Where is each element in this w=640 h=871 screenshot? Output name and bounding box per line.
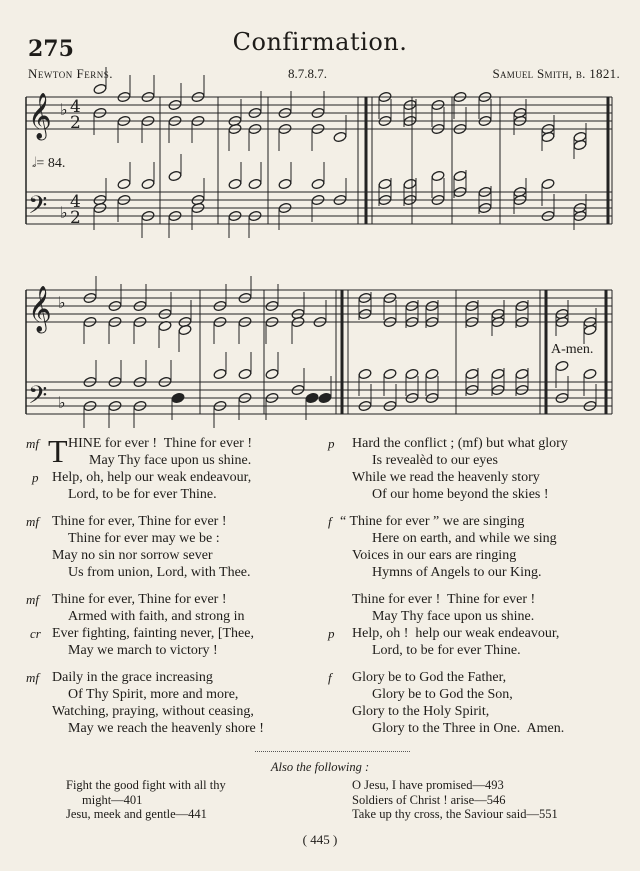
dynamic-mark: f — [328, 514, 332, 529]
verse-line: Voices in our ears are ringing — [352, 548, 517, 563]
flat-sign-icon: ♭ — [58, 293, 66, 312]
note-head — [238, 368, 252, 380]
half-note-icon: 𝅗𝅥 — [32, 156, 37, 171]
dynamic-mark: p — [328, 436, 335, 451]
verse-line: May we reach the heavenly shore ! — [68, 721, 264, 736]
verse-line: Glory be to God the Father, — [352, 670, 507, 685]
note-head — [278, 178, 292, 190]
flat-sign-icon: ♭ — [60, 203, 68, 222]
dynamic-mark: mf — [26, 514, 39, 529]
note-head — [358, 368, 372, 380]
note-head — [311, 178, 325, 190]
time-sig-bottom: 2 — [70, 208, 81, 228]
note-head — [117, 178, 131, 190]
verse-line: Is revealèd to our eyes — [372, 453, 498, 468]
note-head — [515, 368, 529, 380]
dynamic-mark: f — [328, 670, 332, 685]
note-head — [541, 178, 555, 190]
verse-line: Lord, to be for ever Thine. — [372, 643, 521, 658]
amen-label: A-men. — [551, 342, 594, 357]
verse-line: Thine for ever may we be : — [68, 531, 220, 546]
note-head — [425, 368, 439, 380]
verse-line: Here on earth, and while we sing — [372, 531, 557, 546]
verse-line: Glory to the Holy Spirit, — [352, 704, 490, 719]
verse-line: Hard the conflict ; (mf) but what glory — [352, 436, 568, 451]
note-head — [213, 368, 227, 380]
tempo-mark — [32, 156, 65, 172]
verse-line: Watching, praying, without ceasing, — [52, 704, 254, 719]
verse-line: Help, oh, help our weak endeavour, — [52, 470, 252, 485]
dynamic-mark: mf — [26, 436, 39, 451]
also-item: Fight the good fight with all thy — [66, 778, 226, 792]
note-head — [171, 392, 185, 404]
tempo-value: = 84. — [36, 156, 66, 171]
note-head — [168, 170, 182, 182]
also-item: Soldiers of Christ ! arise—546 — [352, 793, 506, 807]
note-head — [265, 368, 279, 380]
note-head — [378, 178, 392, 190]
note-head — [465, 368, 479, 380]
verse-line: May Thy face upon us shine. — [372, 609, 535, 624]
treble-clef-icon: 𝄞 — [28, 286, 52, 332]
verse-line: HINE for ever ! Thine for ever ! — [68, 436, 252, 451]
verse-line: Thine for ever, Thine for ever ! — [52, 592, 227, 607]
music-notation — [0, 0, 640, 430]
composer: Samuel Smith, b. 1821. — [492, 66, 620, 81]
also-item: might—401 — [82, 793, 143, 807]
also-heading: Also the following : — [270, 760, 370, 774]
bass-clef-icon: 𝄢 — [28, 381, 48, 416]
time-sig-top: 4 — [70, 97, 81, 117]
time-sig-bottom: 2 — [70, 113, 81, 133]
verse-line: Thine for ever ! Thine for ever ! — [352, 592, 536, 607]
note-head — [431, 170, 445, 182]
verse-line: Glory to the Three in One. Amen. — [372, 721, 565, 736]
note-head — [318, 392, 332, 404]
verse-line: “ Thine for ever ” we are singing — [340, 514, 525, 529]
verse-line: Daily in the grace increasing — [52, 670, 213, 685]
flat-sign-icon: ♭ — [60, 100, 68, 119]
bass-clef-icon: 𝄢 — [28, 191, 48, 226]
dynamic-mark: p — [328, 626, 335, 641]
dynamic-mark: mf — [26, 592, 39, 607]
verse-line: May no sin nor sorrow sever — [52, 548, 213, 563]
also-item: O Jesu, I have promised—493 — [352, 778, 504, 792]
verse-line: Us from union, Lord, with Thee. — [68, 565, 251, 580]
note-head — [305, 392, 319, 404]
note-head — [583, 368, 597, 380]
divider — [255, 751, 410, 752]
time-sig-top: 4 — [70, 192, 81, 212]
note-head — [248, 178, 262, 190]
treble-clef-icon: 𝄞 — [28, 93, 52, 139]
note-head — [403, 178, 417, 190]
verse-line: Glory be to God the Son, — [372, 687, 513, 702]
tune-name: Newton Ferns. — [28, 66, 113, 81]
verse-line: Of Thy Spirit, more and more, — [68, 687, 239, 702]
verse-line: Help, oh ! help our weak endeavour, — [352, 626, 560, 641]
flat-sign-icon: ♭ — [58, 393, 66, 412]
verse-line: Of our home beyond the skies ! — [372, 487, 549, 502]
also-item: Jesu, meek and gentle—441 — [66, 807, 207, 821]
dynamic-mark: cr — [30, 626, 41, 641]
note-head — [555, 360, 569, 372]
verse-line: Hymns of Angels to our King. — [372, 565, 542, 580]
page-title: Confirmation. — [232, 28, 408, 56]
note-head — [491, 368, 505, 380]
note-head — [333, 131, 347, 143]
drop-cap: T — [48, 433, 68, 469]
verse-line: Ever fighting, fainting never, [Thee, — [52, 626, 254, 641]
verse-line: May we march to victory ! — [68, 643, 218, 658]
note-head — [405, 368, 419, 380]
hymn-number: 275 — [28, 36, 74, 62]
dynamic-mark: p — [32, 470, 39, 485]
verse-line: May Thy face upon us shine. — [89, 453, 252, 468]
note-head — [453, 170, 467, 182]
verse-line: Armed with faith, and strong in — [68, 609, 245, 624]
page-number: ( 445 ) — [302, 832, 338, 847]
also-item: Take up thy cross, the Saviour said—551 — [352, 807, 558, 821]
note-head — [93, 83, 107, 95]
dynamic-mark: mf — [26, 670, 39, 685]
verse-line: While we read the heavenly story — [352, 470, 540, 485]
note-head — [228, 178, 242, 190]
verse-line: Thine for ever, Thine for ever ! — [52, 514, 227, 529]
meter: 8.7.8.7. — [288, 66, 327, 81]
note-head — [383, 368, 397, 380]
note-head — [141, 178, 155, 190]
verse-line: Lord, to be for ever Thine. — [68, 487, 217, 502]
